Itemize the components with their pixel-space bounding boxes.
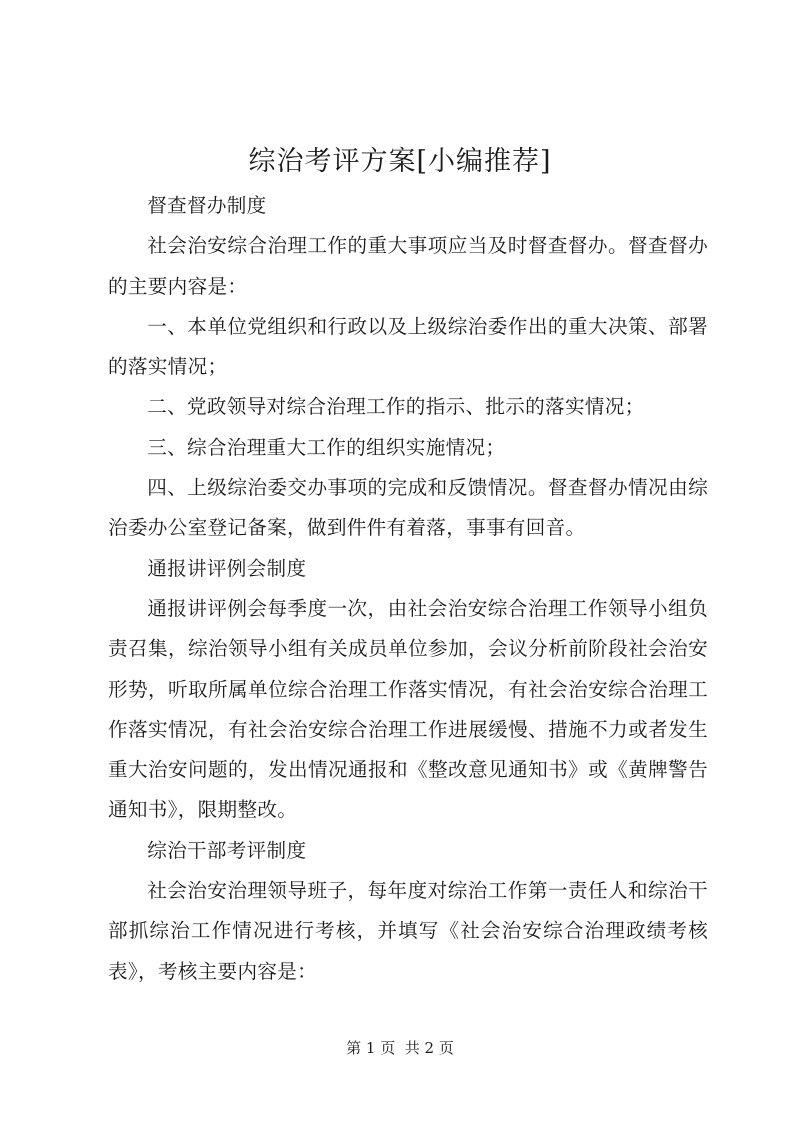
section-heading-supervision: 督查督办制度 xyxy=(147,194,267,217)
document-title: 综治考评方案[小编推荐] xyxy=(248,146,552,177)
section-heading-evaluation: 综治干部考评制度 xyxy=(147,838,307,862)
page-footer xyxy=(0,1038,800,1058)
list-item-2: 二、党政领导对综合治理工作的指示、批示的落实情况； xyxy=(147,395,645,419)
paragraph-evaluation: 社会治安治理领导班子，每年度对综治工作第一责任人和综治干部抓综治工作情况进行考核，并填写《社会治安综合治理政绩考核表》，考核主要内容是： xyxy=(108,879,708,983)
page-number: 第 1 页 共 2 页 xyxy=(346,1039,454,1057)
list-item-1: 一、本单位党组织和行政以及上级综治委作出的重大决策、部署的落实情况； xyxy=(108,314,708,379)
document-body xyxy=(108,186,708,992)
section-heading-briefing: 通报讲评例会制度 xyxy=(147,556,307,580)
paragraph-supervision-intro: 社会治安综合治理工作的重大事项应当及时督查督办。督查督办的主要内容是： xyxy=(108,234,708,298)
list-item-4: 四、上级综治委交办事项的完成和反馈情况。督查督办情况由综治委办公室登记备案，做到件件有着落，事事有回音。 xyxy=(108,476,708,540)
list-item-3: 三、综合治理重大工作的组织实施情况； xyxy=(147,435,506,459)
paragraph-briefing: 通报讲评例会每季度一次，由社会治安综合治理工作领导小组负责召集，综治领导小组有关成员单位参加，会议分析前阶段社会治安形势，听取所属单位综合治理工作落实情况，有社会治安综合治理工作落实情况，有社会治安综合治理工作进展缓慢、措施不力或者发生重大治安问题的，发出情况通报和《整改意见通知书》或《黄牌警告通知书》，限期整改。 xyxy=(108,596,708,822)
